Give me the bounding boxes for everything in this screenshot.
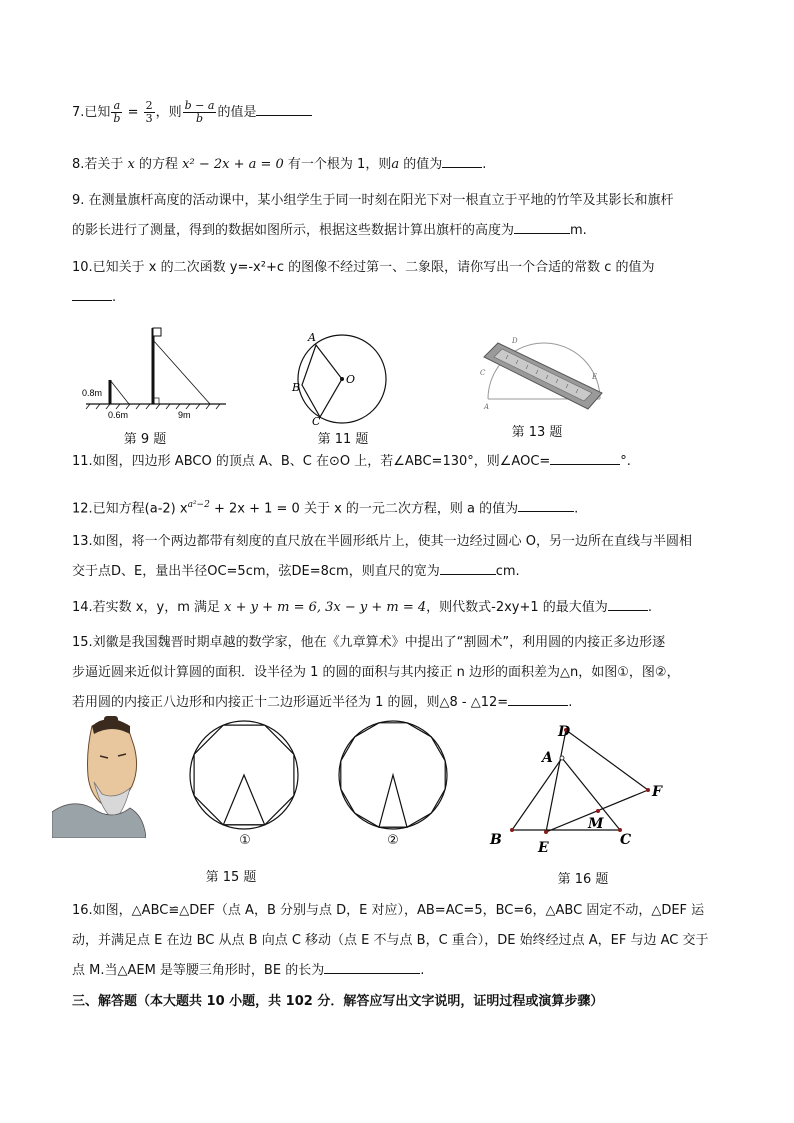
answer-blank-13[interactable] [440,560,496,575]
equation-14: x + y + m = 6, 3x − y + m = 4 [224,600,427,615]
point-m [596,809,600,813]
octagon-triangle [223,775,264,825]
question-8: 8.若关于 x 的方程 x² − 2x + a = 0 有一个根为 1，则a 的值为 . [72,150,732,180]
triangle-abc [512,758,620,830]
label-d: D [558,724,571,740]
label-flag-shadow: 9m [178,410,191,420]
portrait-topknot [104,716,118,726]
portrait-liu-hui-image [52,716,146,838]
point-b [510,828,514,832]
point-e [544,830,548,834]
section-3-heading: 三、解答题（本大题共 10 小题，共 102 分．解答应写出文字说明，证明过程或演算步骤） [72,994,604,1009]
point-a [560,756,564,760]
label-e: E [538,840,549,856]
question-15: 15.刘徽是我国魏晋时期卓越的数学家，他在《九章算术》中提出了“割圆术”，利用圆的内接正多边形逐 步逼近圆来近似计算圆的面积．设半径为 1 的圆的面积与其内接正 n 边形的面积差为△n，如图①，图②， 若用圆的内接正八边形和内接正十二边形逼近半径为 1 的圆，则△8 - △12= . [72,635,680,710]
figure-15-octagon [186,717,302,833]
label-pole-height: 0.8m [82,388,103,398]
label-c: C [480,369,486,377]
figure-15-dodecagon [335,717,451,833]
label-pole-shadow: 0.6m [108,410,129,420]
point-f [646,788,650,792]
figure-13-ruler-semicircle [478,333,608,413]
fraction-a-over-b: $\frac{a}{b}$ [113,99,121,125]
label-a: A [308,331,316,344]
label-m: M [588,816,604,832]
ruler-inner-scale [494,349,592,401]
caption-fig-16: 第 16 题 [557,872,609,887]
label-a: A [542,750,553,766]
label-c: C [312,415,321,427]
answer-blank-10[interactable] [72,286,112,301]
label-o: O [346,373,356,386]
figure-16-triangles [484,718,674,858]
center-point [340,377,344,381]
label-figure-2: ② [387,833,399,848]
pole-shadow-ray [110,380,129,404]
label-b: B [292,381,301,394]
label-c: C [620,832,632,848]
label-a: A [484,403,490,411]
caption-fig-15: 第 15 题 [205,870,257,885]
answer-blank-15[interactable] [508,691,568,706]
question-14: 14.若实数 x，y，m 满足 x + y + m = 6, 3x − y + m = 4，则代数式-2xy+1 的最大值为 . [72,593,732,623]
label-e: E [592,373,598,381]
answer-blank-14[interactable] [608,596,648,611]
caption-fig-11: 第 11 题 [317,432,369,447]
flag-shadow-ray [153,340,210,404]
dodecagon-triangle [379,775,407,827]
question-13: 13.如图，将一个两边都带有刻度的直尺放在半圆形纸片上，使其一边经过圆心 O，另一边所在直线与半圆相 交于点D、E，量出半径OC=5cm，弦DE=8cm，则直尺的宽为 cm. [72,534,693,579]
figure-9-flagpole [78,320,238,430]
label-f: F [652,784,662,800]
figure-11-circle-quadrilateral [286,325,396,427]
answer-blank-9[interactable] [514,219,570,234]
ground-hatching [86,404,220,409]
question-7: 7.已知 $\frac{a}{b}$ = $\frac{2}{3}$ ，则 $\frac{b - a}{b}$ 的值是 [72,98,732,128]
caption-fig-13: 第 13 题 [511,425,563,440]
flag [153,328,161,336]
answer-blank-8[interactable] [442,153,482,168]
question-9: 9. 在测量旗杆高度的活动课中，某小组学生于同一时刻在阳光下对一根直立于平地的竹竿及其影长和旗杆 的影长进行了测量，得到的数据如图所示，根据这些数据计算出旗杆的高度为 m. [72,193,674,238]
answer-blank-16[interactable] [324,959,420,974]
fraction-b-minus-a-over-b: $\frac{b - a}{b}$ [184,99,215,125]
equation-8: x² − 2x + a = 0 [182,157,284,172]
answer-blank-12[interactable] [518,497,574,512]
question-10: 10.已知关于 x 的二次函数 y=-x²+c 的图像不经过第一、二象限，请你写出一个合适的常数 c 的值为 . [72,260,655,305]
question-12: 12.已知方程(a-2) $x^{a^2-2} + 2x + 1 = 0$ 关于 x 的一元二次方程，则 a 的值为 . [72,490,732,524]
question-16: 16.如图，△ABC≌△DEF（点 A，B 分别与点 D，E 对应），AB=AC=5，BC=6，△ABC 固定不动，△DEF 运 动，并满足点 E 在边 BC 从点 B 向点 C 移动（点 E 不与点 B，C 重合），DE 始终经过点 A，EF 与边 AC 交于 点 M.当△AEM 是等腰三角形时，BE 的长为 . [72,903,709,978]
fraction-2-over-3: $\frac{2}{3}$ [145,99,153,125]
label-d: D [512,337,518,345]
answer-blank-11[interactable] [550,450,620,465]
caption-fig-9: 第 9 题 [123,432,167,447]
label-figure-1: ① [239,833,251,848]
question-11: 11.如图，四边形 ABCO 的顶点 A、B、C 在⊙O 上，若∠ABC=130°，则∠AOC= °. [72,447,732,477]
label-b: B [490,832,502,848]
exponent-a-squared-minus-2: a²−2 [187,500,210,510]
answer-blank-7[interactable] [256,101,312,116]
